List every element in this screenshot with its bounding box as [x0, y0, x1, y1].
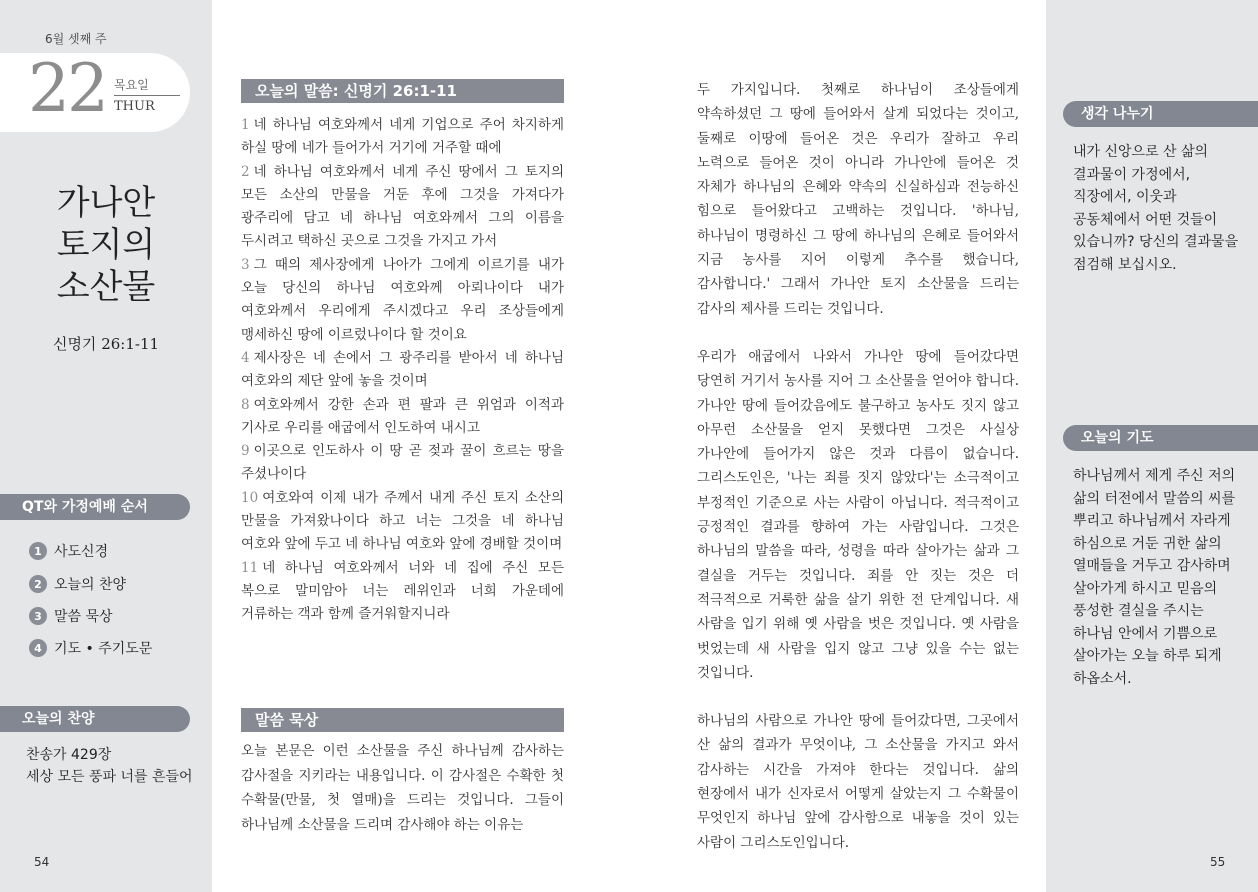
step-item — [29, 574, 126, 594]
prayer-heading: 오늘의 기도 — [1063, 425, 1258, 451]
verse-number: 11 — [241, 559, 259, 576]
commentary-paragraph: 하나님의 사람으로 가나안 땅에 들어갔다면, 그곳에서 산 삶의 결과가 무엇이냐, 그 소산물을 가지고 와서 감사하는 시간을 가져야 한다는 것입니다. 삶의 현장에서 내가 신자로서 어떻게 살았는지 그 수확물이 무엇인지 하나님 앞에 감사함으로 내놓을 것이 있는 사람이 그리스도인입니다. — [697, 713, 1019, 851]
title-line: 소산물 — [56, 267, 156, 307]
step-label: 기도 • 주기도문 — [54, 641, 153, 657]
meditation-heading: 말씀 묵상 — [241, 708, 564, 732]
page-title — [0, 182, 212, 308]
verse-text: 그 때의 제사장에게 나아가 그에게 이르기를 내가 오늘 당신의 하나님 여호와께 아뢰나이다 내가 여호와께서 우리에게 주시겠다고 우리 조상들에게 맹세하신 땅에 이르렀나이다 할 것이요 — [241, 256, 564, 343]
step-label: 말씀 묵상 — [54, 609, 113, 625]
step-number: 2 — [29, 575, 47, 593]
weekday-korean: 목요일 — [114, 78, 149, 92]
step-item — [29, 606, 113, 626]
page-number-right: 55 — [1210, 855, 1226, 869]
verse — [241, 487, 564, 557]
page-number-left: 54 — [34, 855, 50, 869]
verse — [241, 114, 564, 161]
step-label: 사도신경 — [54, 544, 109, 560]
scripture-reference: 신명기 26:1-11 — [52, 335, 160, 353]
qt-order-heading: QT와 가정예배 순서 — [0, 494, 190, 520]
verse-number: 8 — [241, 396, 250, 413]
hymn-title: 세상 모든 풍파 너를 흔들어 — [26, 769, 193, 785]
verse-text: 제사장은 네 손에서 그 광주리를 받아서 네 하나님 여호와의 제단 앞에 놓을 것이며 — [241, 349, 564, 390]
weekday-english: THUR — [114, 99, 155, 114]
commentary-column — [697, 78, 1019, 879]
prayer-text: 하나님께서 제게 주신 저의 삶의 터전에서 말씀의 씨를 뿌리고 하나님께서 자라게 하심으로 거둔 귀한 삶의 열매들을 거두고 감사하며 살아가게 하시고 믿음의 풍성한 결실을 주시는 하나님 안에서 기쁨으로 살아가는 오늘 하루 되게 하옵소서. — [1073, 468, 1236, 687]
week-label: 6월 셋째 주 — [45, 32, 107, 46]
title-line: 가나안 — [56, 183, 156, 223]
step-item — [29, 541, 108, 561]
verse — [241, 557, 564, 627]
verse-text: 네 하나님 여호와께서 너와 네 집에 주신 모든 복으로 말미암아 너는 레위인과 너희 가운데에 거류하는 객과 함께 즐거워할지니라 — [241, 559, 564, 623]
commentary-paragraph: 우리가 애굽에서 나와서 가나안 땅에 들어갔다면 당연히 거기서 농사를 지어 그 소산물을 얻어야 합니다. 가나안 땅에 들어갔음에도 불구하고 농사도 짓지 않고 아무런 소산물을 얻지 못했다면 그것은 사실상 가나안에 들어가지 않은 것과 다름이 없습니다. 그리스도인은, '나는 죄를 짓지 않았다'는 소극적이고 부정적인 기준으로 사는 사람이 아닙니다. 적극적이고 긍정적인 결과를 향하여 가는 사람입니다. 그것은 하나님의 말씀을 따라, 성령을 따라 살아가는 삶과 그 결실을 거두는 것입니다. 죄를 안 짓는 것은 더 적극적으로 거룩한 삶을 살기 위한 전 단계입니다. 새 사람을 입기 위해 옛 사람을 벗은 것입니다. 옛 사람을 벗었는데 새 사람을 입지 않고 그냥 있을 수는 없는 것입니다. — [697, 348, 1019, 681]
step-number: 4 — [29, 639, 47, 657]
verse-text: 이곳으로 인도하사 이 땅 곧 젖과 꿀이 흐르는 땅을 주셨나이다 — [241, 443, 564, 483]
verse-text: 여호와여 이제 내가 주께서 내게 주신 토지 소산의 만물을 가져왔나이다 하고 너는 그것을 네 하나님 여호와 앞에 두고 네 하나님 여호와 앞에 경배할 것이며 — [241, 489, 564, 553]
verse-number: 1 — [241, 117, 250, 133]
verse-text: 여호와께서 강한 손과 편 팔과 큰 위엄과 이적과 기사로 우리를 애굽에서 인도하여 내시고 — [241, 396, 564, 436]
hymn-number: 찬송가 429장 — [26, 747, 112, 763]
think-text: 내가 신앙으로 산 삶의 결과물이 가정에서, 직장에서, 이웃과 공동체에서 어떤 것들이 있습니까? 당신의 결과물을 점검해 보십시오. — [1073, 144, 1239, 273]
meditation-text: 오늘 본문은 이런 소산물을 주신 하나님께 감사하는 감사절을 지키라는 내용입니다. 이 감사절은 수확한 첫 수확물(만물, 첫 열매)을 드리는 것입니다. 그들이 하나님께 소산물을 드리며 감사해야 하는 이유는 — [241, 743, 564, 833]
verse — [241, 347, 564, 394]
verse — [241, 394, 564, 441]
verse-number: 4 — [241, 349, 250, 366]
step-item — [29, 638, 152, 658]
scripture-heading: 오늘의 말씀: 신명기 26:1-11 — [241, 79, 564, 103]
verse-number: 2 — [241, 163, 250, 180]
scripture-text — [241, 114, 564, 627]
step-label: 오늘의 찬양 — [54, 577, 127, 593]
think-heading: 생각 나누기 — [1063, 101, 1258, 127]
verse-text: 네 하나님 여호와께서 네게 주신 땅에서 그 토지의 모든 소산의 만물을 거둔 후에 그것을 가져다가 광주리에 담고 네 하나님 여호와께서 그의 이름을 두시려고 택하신 곳으로 그것을 가지고 가서 — [241, 163, 564, 250]
title-line: 토지의 — [56, 225, 156, 265]
day-number: 22 — [28, 50, 106, 127]
verse-number: 10 — [241, 489, 259, 506]
verse — [241, 161, 564, 254]
hymn-heading: 오늘의 찬양 — [0, 706, 190, 732]
step-number: 1 — [29, 542, 47, 560]
verse — [241, 254, 564, 347]
commentary-paragraph: 두 가지입니다. 첫째로 하나님이 조상들에게 약속하셨던 그 땅에 들어와서 살게 되었다는 것이고, 둘째로 이땅에 들어온 것은 우리가 잘하고 우리 노력으로 들어온 것이 아니라 가나안에 들어온 것 자체가 하나님의 은혜와 약속의 신실하심과 전능하신 힘으로 들어왔다고 고백하는 것입니다. '하나님, 하나님이 명령하신 그 땅에 하나님의 은혜로 들어와서 지금 농사를 지어 이렇게 추수를 했습니다, 감사합니다.' 그래서 가나안 토지 소산물을 드리는 감사의 제사를 드리는 것입니다. — [697, 82, 1019, 317]
step-number: 3 — [29, 607, 47, 625]
verse-number: 3 — [241, 256, 250, 273]
verse-text: 네 하나님 여호와께서 네게 기업으로 주어 차지하게 하실 땅에 네가 들어가서 거기에 거주할 때에 — [241, 117, 564, 157]
weekday-divider — [114, 95, 180, 96]
verse-number: 9 — [241, 443, 250, 460]
verse — [241, 440, 564, 487]
